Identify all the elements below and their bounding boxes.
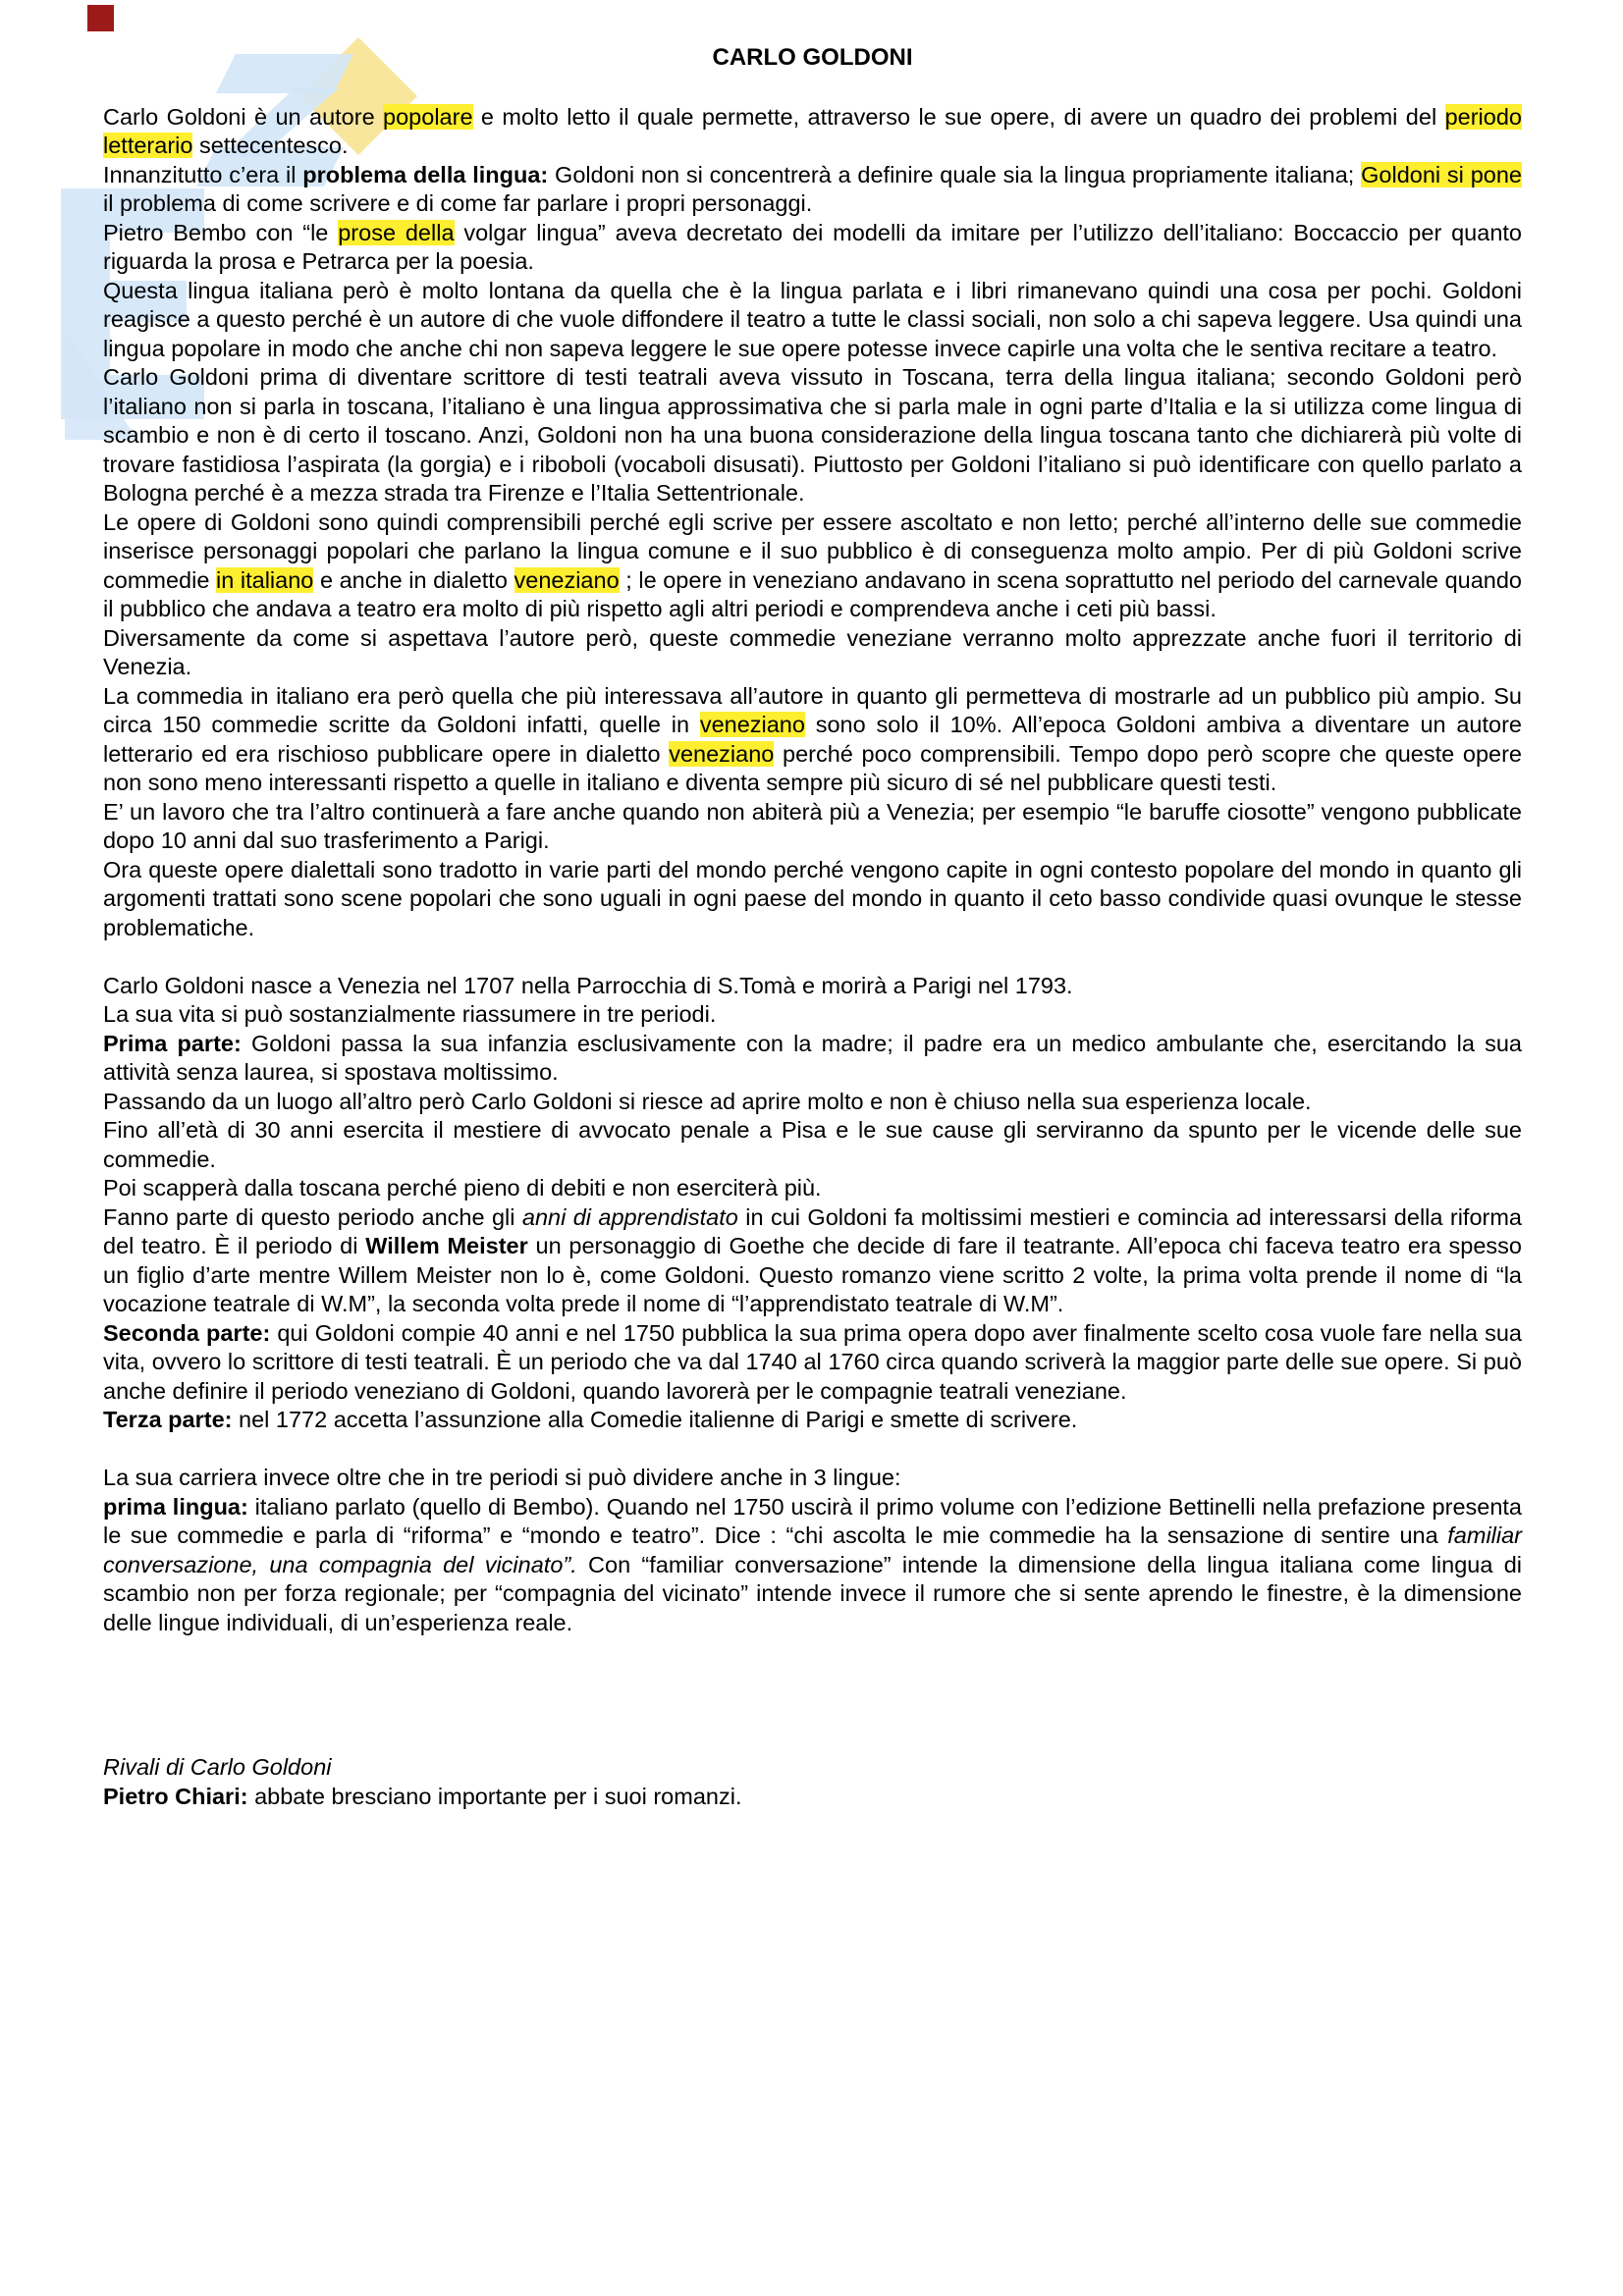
text-run: La commedia in italiano era però quella che più interessava all’autore in quanto gli permetteva di mostrarle ad un pubblico più ampio. Su circa 150 commedie scritte da Goldoni infatti, quelle in [103,682,1522,737]
text-run: Poi scapperà dalla toscana perché pieno di debiti e non eserciterà più. [103,1175,822,1201]
text-run: Fino all’età di 30 anni esercita il mestiere di avvocato penale a Pisa e le sue cause gli serviranno da spunto per le vicende delle sue commedie. [103,1117,1522,1172]
text-run: popolare [383,103,473,130]
text-run: Questa lingua italiana però è molto lontana da quella che è la lingua parlata e i libri rimanevano quindi una cosa per pochi. Goldoni reagisce a questo perché è un autore di che vuole diffondere il teatro a tutte le classi sociali, non solo a chi sapeva leggere. Usa quindi una lingua popolare in modo che anche chi non sapeva leggere le sue opere potesse invece capirle una volta che le sentiva recitare a teatro. [103,277,1522,361]
document-body [103,103,1522,1812]
paragraph [103,1753,1522,1783]
text-run: qui Goldoni compie 40 anni e nel 1750 pubblica la sua prima opera dopo aver finalmente scelto cosa vuole fare nella sua vita, ovvero lo scrittore di testi teatrali. È un periodo che va dal 1740 al 1760 circa quando scriverà la maggior parte delle sue opere. Si può anche definire il periodo veneziano di Goldoni, quando lavorerà per le compagnie teatrali veneziane. [103,1319,1522,1404]
text-run: Carlo Goldoni nasce a Venezia nel 1707 nella Parrocchia di S.Tomà e morirà a Parigi nel 1793. [103,972,1073,998]
text-run: prose della [338,219,455,245]
text-run: problema della lingua: [302,161,549,187]
paragraph [103,682,1522,798]
text-run: Willem Meister [365,1233,528,1258]
paragraph [103,1406,1522,1435]
text-run: La sua vita si può sostanzialmente riassumere in tre periodi. [103,1001,717,1027]
text-run: volgar lingua” aveva decretato dei modelli da imitare per l’utilizzo dell’italiano: Boccaccio per quanto riguarda la prosa e Petrarca per la poesia. [103,219,1522,274]
text-run: E’ un lavoro che tra l’altro continuerà a fare anche quando non abiterà più a Venezia; per esempio “le baruffe ciosotte” vengono pubblicate dopo 10 anni dal suo trasferimento a Parigi. [103,798,1522,853]
paragraph [103,1493,1522,1638]
text-run: Diversamente da come si aspettava l’autore però, queste commedie veneziane verranno molto apprezzate anche fuori il territorio di Venezia. [103,624,1522,679]
text-run: La sua carriera invece oltre che in tre periodi si può dividere anche in 3 lingue: [103,1465,901,1490]
text-run: Rivali di Carlo Goldoni [103,1754,332,1780]
text-run: Con “familiar conversazione” intende la dimensione della lingua italiana come lingua di scambio non per forza regionale; per “compagnia del vicinato” intende invece il rumore che si sente aprendo le finestre, è la dimensione delle lingue individuali, di un’esperienza reale. [103,1551,1522,1635]
paragraph [103,1116,1522,1174]
text-run: Innanzitutto c’era il [103,161,303,187]
text-run: veneziano [514,566,620,593]
text-run: Carlo Goldoni prima di diventare scrittore di testi teatrali aveva vissuto in Toscana, terra della lingua italiana; secondo Goldoni però l’italiano non si parla in toscana, l’italiano è una lingua approssimativa che si parla male in ogni parte d’Italia e la si utilizza come lingua di scambio e non è di certo il toscano. Anzi, Goldoni non ha una buona considerazione della lingua toscana tanto che dichiarerà più volte di trovare fastidiosa l’aspirata (la gorgia) e i riboboli (vocaboli disusati). Piuttosto per Goldoni l’italiano si può identificare con quello parlato a Bologna perché è a mezza strada tra Firenze e l’Italia Settentrionale. [103,364,1522,506]
text-run: Seconda parte: [103,1319,271,1346]
paragraph [103,277,1522,364]
text-run: e anche in dialetto [313,566,514,593]
paragraph [103,219,1522,277]
paragraph [103,103,1522,161]
text-run: Le opere di Goldoni sono quindi comprensibili perché egli scrive per essere ascoltato e non letto; perché all’interno delle sue commedie inserisce personaggi popolari che parlano la lingua comune e il suo pubblico è di conseguenza molto ampio. Per di più Goldoni scrive commedie [103,508,1522,593]
text-run: in italiano [216,566,314,593]
text-run: Ora queste opere dialettali sono tradotto in varie parti del mondo perché vengono capite in ogni contesto popolare del mondo in quanto gli argomenti trattati sono scene popolari che sono uguali in ogni paese del mondo in quanto il ceto basso condivide quasi ovunque le stesse problematiche. [103,856,1522,940]
paragraph [103,972,1522,1001]
text-run: Goldoni non si concentrerà a definire quale sia la lingua propriamente italiana; [548,161,1362,187]
text-run: abbate bresciano importante per i suoi romanzi. [247,1783,742,1809]
paragraph [103,1030,1522,1088]
text-run: prima lingua: [103,1493,248,1520]
text-run: veneziano [699,712,805,737]
paragraph [103,1088,1522,1117]
paragraph [103,1174,1522,1203]
paragraph [103,508,1522,624]
text-run: Prima parte: [103,1030,242,1056]
paragraph [103,1783,1522,1812]
text-run: in cui Goldoni fa moltissimi mestieri e comincia ad interessarsi della riforma del teatro. È il periodo di [103,1203,1522,1258]
paragraph [103,798,1522,856]
text-run: ; le opere in veneziano andavano in scena soprattutto nel periodo del carnevale quando il pubblico che andava a teatro era molto di più rispetto agli altri periodi e comprendeva anche i ceti più bassi. [103,566,1522,621]
text-run: un personaggio di Goethe che decide di fare il teatrante. All’epoca chi faceva teatro era spesso un figlio d’arte mentre Willem Meister non lo è, come Goldoni. Questo romanzo viene scritto 2 volte, la prima volta prende il nome di “la vocazione teatrale di W.M”, la seconda volta prede il nome di “l’apprendistato teatrale di W.M”. [103,1233,1522,1316]
paragraph [103,856,1522,943]
text-run: anni di apprendistato [521,1203,738,1230]
paragraph [103,1319,1522,1407]
paragraph [103,1203,1522,1319]
paragraph [103,1000,1522,1030]
text-run: italiano parlato (quello di Bembo). Quando nel 1750 uscirà il primo volume con l’edizione Bettinelli nella prefazione presenta le sue commedie e parla di “riforma” e “mondo e teatro”. Dice : “chi ascolta le mie commedie ha la sensazione di sentire una [103,1493,1523,1548]
text-run: Passando da un luogo all’altro però Carlo Goldoni si riesce ad aprire molto e non è chiuso nella sua esperienza locale. [103,1088,1312,1114]
paragraph [103,161,1522,219]
text-run: Carlo Goldoni è un autore [103,103,384,130]
paragraph [103,624,1522,682]
red-square-marker [87,5,114,31]
paragraph [103,363,1522,508]
text-run: e molto letto il quale permette, attraverso le sue opere, di avere un quadro dei problemi del [472,103,1445,130]
text-run: familiar conversazione, una compagnia del vicinato”. [103,1522,1522,1577]
text-run: Goldoni passa la sua infanzia esclusivamente con la madre; il padre era un medico ambulante che, esercitando la sua attività senza laurea, si spostava moltissimo. [103,1030,1522,1085]
text-run: veneziano [669,740,775,767]
text-run: settecentesco. [192,133,349,158]
text-run: Pietro Chiari: [103,1783,248,1809]
text-run: nel 1772 accetta l’assunzione alla Comedie italienne di Parigi e smette di scrivere. [232,1407,1078,1432]
text-run: sono solo il 10%. All’epoca Goldoni ambiva a diventare un autore letterario ed era rischioso pubblicare opere in dialetto [103,712,1522,767]
text-run: perché poco comprensibili. Tempo dopo però scopre che queste opere non sono meno interessanti rispetto a quelle in italiano e diventa sempre più sicuro di sé nel pubblicare questi testi. [103,740,1522,795]
text-run: Goldoni si pone [1361,161,1522,187]
text-run: il problema di come scrivere e di come far parlare i propri personaggi. [103,190,813,216]
paragraph [103,1464,1522,1493]
text-run: Pietro Bembo con “le [103,219,339,245]
text-run: Terza parte: [103,1407,233,1432]
text-run: Fanno parte di questo periodo anche gli [103,1203,522,1230]
text-run: periodo letterario [103,103,1522,158]
page-title: CARLO GOLDONI [712,44,913,71]
